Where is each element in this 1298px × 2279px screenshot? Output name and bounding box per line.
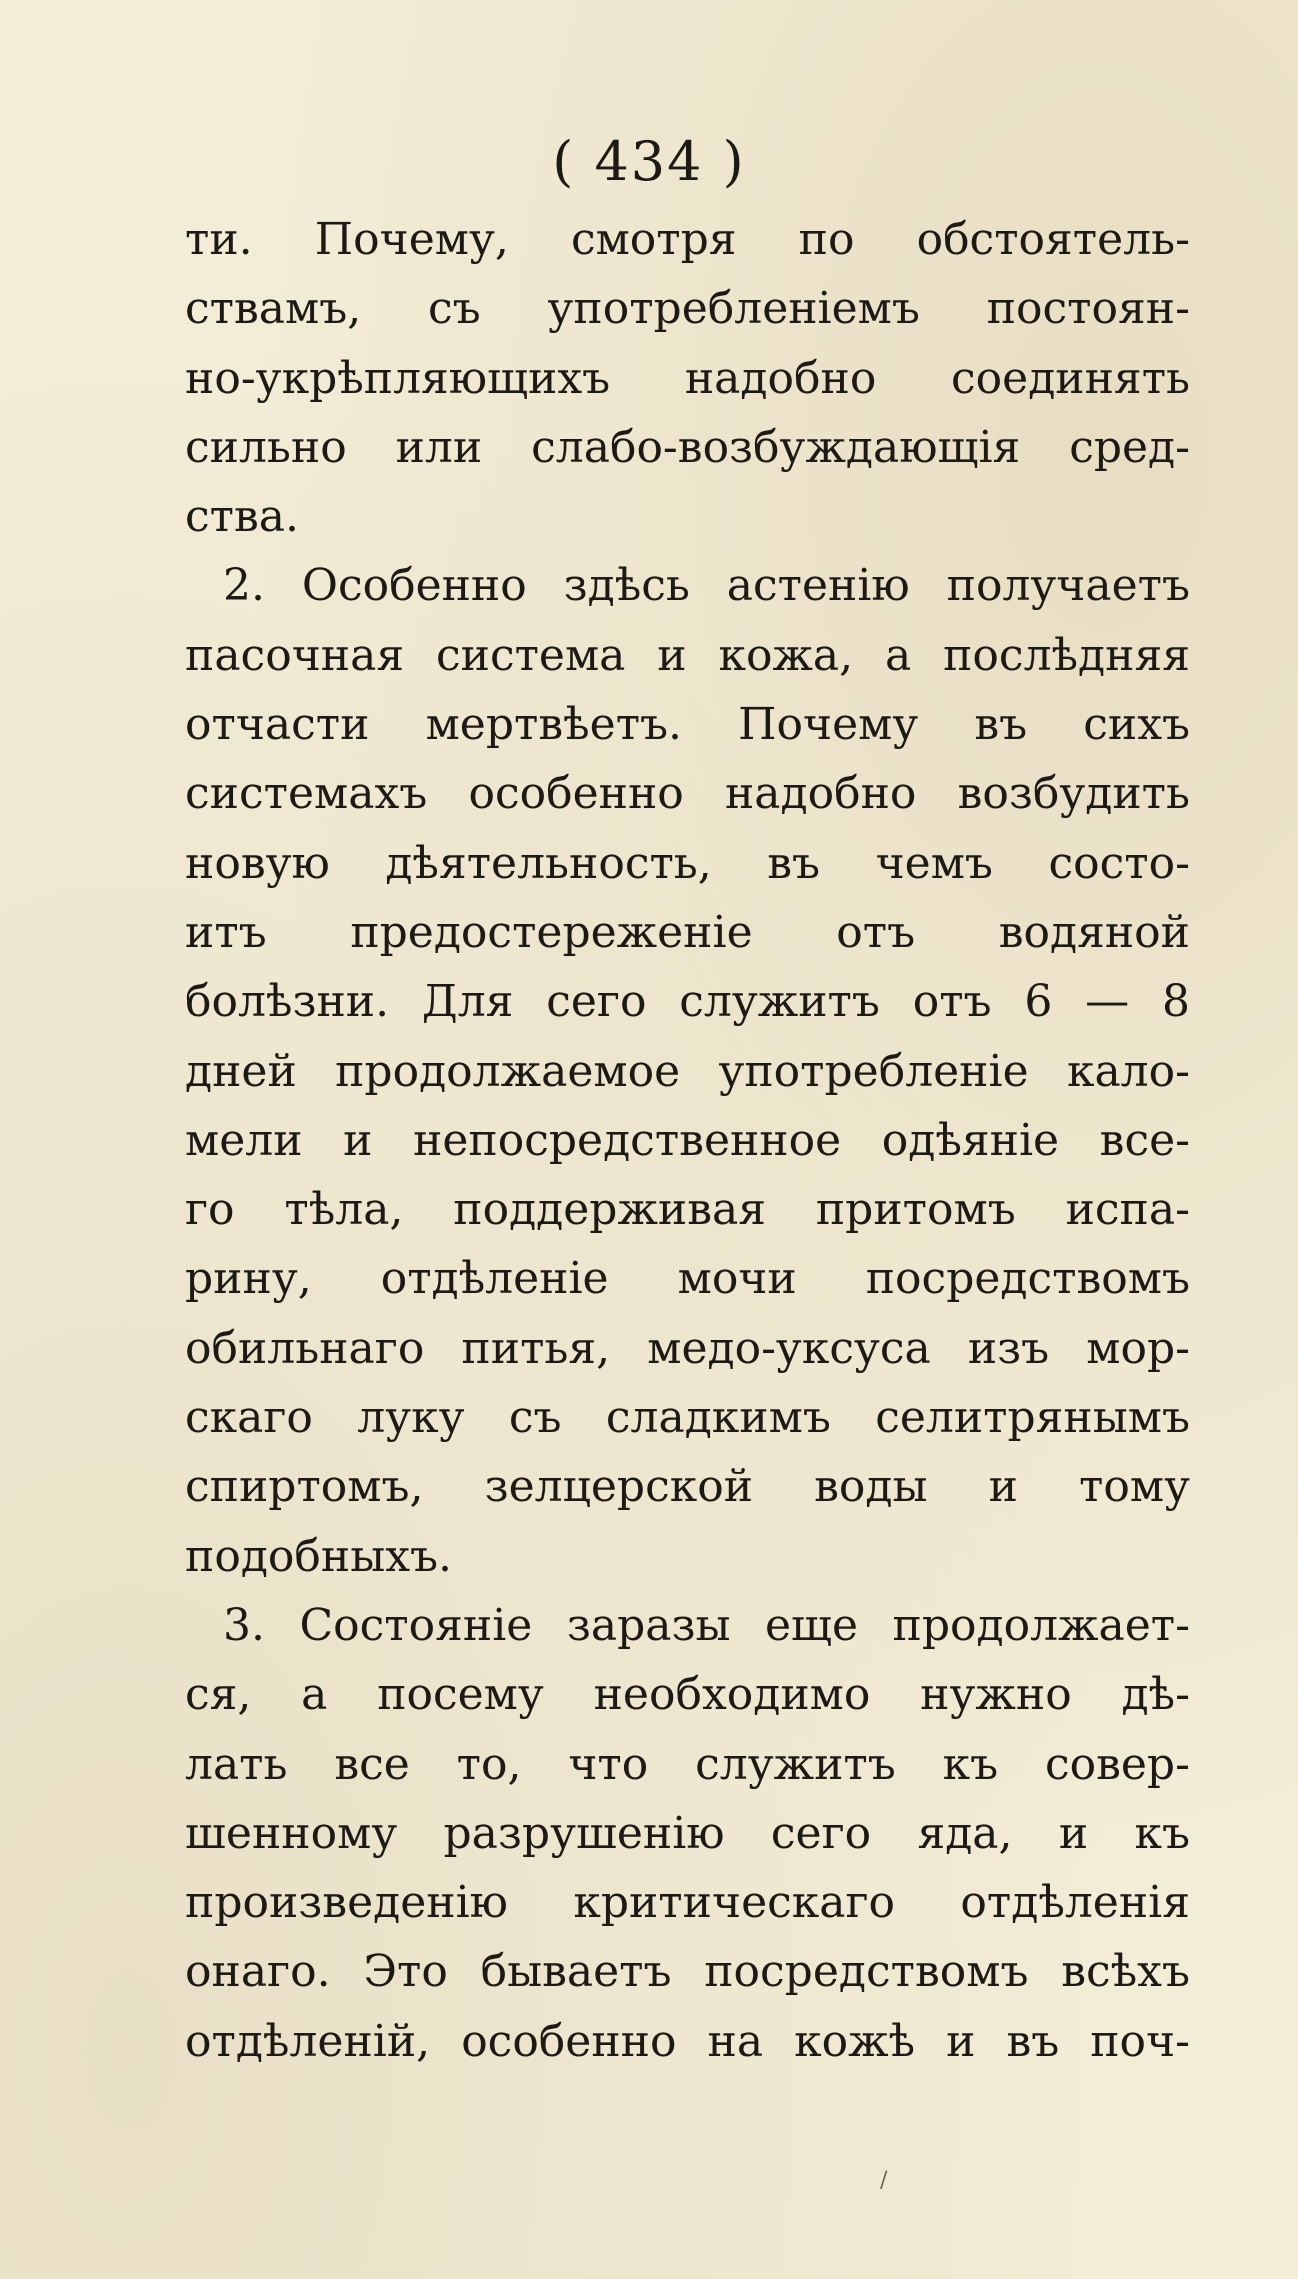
word: воды <box>814 1461 928 1513</box>
word: и <box>988 1461 1018 1513</box>
word: изъ <box>967 1322 1050 1374</box>
word: къ <box>942 1738 999 1790</box>
word: состо- <box>1048 837 1190 889</box>
word: надобно <box>724 768 917 820</box>
word: произведенію <box>185 1877 508 1929</box>
word: обильнаго <box>185 1322 425 1374</box>
word: съ <box>428 283 481 335</box>
text-line <box>185 829 1190 898</box>
text-line <box>185 551 1190 620</box>
word: подобныхъ. <box>185 1530 453 1582</box>
word: а <box>885 629 912 681</box>
word: сихъ <box>1083 699 1190 751</box>
word: — <box>1085 976 1130 1028</box>
word: 8 <box>1161 976 1190 1028</box>
word: употребленіе <box>718 1045 1029 1097</box>
text-line <box>185 274 1190 343</box>
text-line <box>185 413 1190 482</box>
word: мочи <box>677 1253 797 1305</box>
word: посредствомъ <box>865 1253 1190 1305</box>
word: сильно <box>185 421 347 473</box>
text-line <box>185 1383 1190 1452</box>
word: испа- <box>1065 1184 1190 1236</box>
word: лать <box>185 1738 288 1790</box>
text-line <box>185 1660 1190 1729</box>
word: скаго <box>185 1392 313 1444</box>
word: пасочная <box>185 629 405 681</box>
word: разрушенію <box>443 1807 725 1859</box>
word: итъ <box>185 906 267 958</box>
text-line <box>185 1037 1190 1106</box>
word: слабо-возбуждающія <box>531 421 1021 473</box>
word: Состояніе <box>299 1599 533 1651</box>
word: сего <box>546 976 647 1028</box>
word: системахъ <box>185 768 428 820</box>
word: посредствомъ <box>704 1946 1029 1998</box>
text-line <box>185 482 1190 551</box>
word: бываетъ <box>480 1946 672 1998</box>
word: водяной <box>998 906 1190 958</box>
word: особенно <box>468 768 684 820</box>
word: яда, <box>917 1807 1013 1859</box>
text-line <box>185 205 1190 274</box>
word: или <box>395 421 483 473</box>
word: по <box>798 214 855 265</box>
text-line <box>185 621 1190 690</box>
text-line <box>185 1522 1190 1591</box>
word: Это <box>363 1946 448 1998</box>
text-line <box>185 1106 1190 1175</box>
word: мор- <box>1086 1322 1190 1374</box>
word: кожѣ <box>794 2015 916 2067</box>
word: все- <box>1099 1114 1190 1166</box>
word: всѣхъ <box>1061 1946 1190 1998</box>
word: онаго. <box>185 1946 331 1998</box>
word: получаетъ <box>946 560 1190 612</box>
word: надобно <box>684 352 877 404</box>
word: на <box>707 2015 764 2067</box>
word: поч- <box>1090 2015 1190 2067</box>
word: продолжаемое <box>335 1045 681 1097</box>
word: отъ <box>836 906 916 958</box>
text-line <box>185 1452 1190 1521</box>
text-line <box>185 1591 1190 1660</box>
word: зелцерской <box>484 1461 754 1513</box>
word: тѣла, <box>284 1184 404 1236</box>
word: предостереженіе <box>350 906 753 958</box>
text-line <box>185 1175 1190 1244</box>
word: съ <box>508 1392 562 1444</box>
word: ствамъ, <box>185 283 362 335</box>
text-line <box>185 1868 1190 1937</box>
word: и <box>946 2015 976 2067</box>
stray-ink-mark: / <box>880 2168 888 2193</box>
text-line <box>185 1937 1190 2006</box>
word: поддерживая <box>453 1184 767 1236</box>
word: 3. <box>223 1599 265 1651</box>
word: посему <box>377 1669 544 1721</box>
word: заразы <box>566 1599 731 1651</box>
text-line <box>185 344 1190 413</box>
word: здѣсь <box>563 560 690 612</box>
word: тому <box>1079 1461 1190 1513</box>
word: все <box>334 1738 410 1790</box>
word: го <box>185 1184 235 1236</box>
word: сего <box>770 1807 872 1859</box>
text-line <box>185 1314 1190 1383</box>
word: мели <box>185 1114 303 1166</box>
word: отчасти <box>185 699 370 751</box>
word: 6 <box>1024 976 1053 1028</box>
word: то, <box>456 1738 522 1790</box>
text-line <box>185 967 1190 1036</box>
word: и <box>1058 1807 1089 1859</box>
word: а <box>301 1669 328 1721</box>
word: смотря <box>570 214 737 265</box>
word: притомъ <box>815 1184 1016 1236</box>
text-line <box>185 1799 1190 1868</box>
word: Почему <box>738 699 919 751</box>
word: 2. <box>223 560 265 612</box>
word: медо-уксуса <box>647 1322 931 1374</box>
word: рину, <box>185 1253 312 1305</box>
word: болѣзни. <box>185 976 390 1028</box>
word: служитъ <box>695 1738 896 1790</box>
word: ся, <box>185 1669 252 1721</box>
word: мертвѣетъ. <box>425 699 683 751</box>
word: спиртомъ, <box>185 1461 424 1513</box>
word: но-укрѣпляющихъ <box>185 352 611 404</box>
word: кало- <box>1066 1045 1190 1097</box>
word: одѣяніе <box>881 1114 1060 1166</box>
text-line <box>185 2007 1190 2076</box>
word: особенно <box>461 2015 677 2067</box>
word: совер- <box>1044 1738 1190 1790</box>
word: астенію <box>726 560 910 612</box>
text-line <box>185 1244 1190 1313</box>
word: Особенно <box>301 560 527 612</box>
word: ства. <box>185 491 299 543</box>
word: дѣятельность, <box>385 837 712 889</box>
word: въ <box>974 699 1028 751</box>
word: дѣ- <box>1121 1669 1190 1721</box>
word: чемъ <box>875 837 993 889</box>
word: сладкимъ <box>605 1392 831 1444</box>
text-line <box>185 690 1190 759</box>
word: критическаго <box>573 1877 896 1929</box>
word: система <box>435 629 626 681</box>
word: отдѣленіе <box>380 1253 609 1305</box>
word: возбудить <box>957 768 1190 820</box>
word: нужно <box>920 1669 1072 1721</box>
word: шенному <box>185 1807 398 1859</box>
word: что <box>568 1738 649 1790</box>
word: дней <box>185 1045 297 1097</box>
word: необходимо <box>593 1669 871 1721</box>
word: въ <box>767 837 821 889</box>
page-text <box>185 205 1190 2076</box>
word: отдѣленія <box>960 1877 1190 1929</box>
word: селитрянымъ <box>875 1392 1190 1444</box>
word: еще <box>765 1599 858 1651</box>
word: непосредственное <box>413 1114 842 1166</box>
word: послѣдняя <box>943 629 1190 681</box>
word: Для <box>421 976 514 1028</box>
word: Почему, <box>314 214 509 265</box>
word: ти. <box>185 214 253 265</box>
word: постоян- <box>986 283 1190 335</box>
word: кожа, <box>718 629 854 681</box>
word: отдѣленій, <box>185 2015 431 2067</box>
word: къ <box>1134 1807 1190 1859</box>
word: питья, <box>461 1322 611 1374</box>
word: продолжает- <box>892 1599 1190 1651</box>
word: въ <box>1006 2015 1060 2067</box>
word: употребленіемъ <box>547 283 920 335</box>
text-line <box>185 898 1190 967</box>
word: соединять <box>951 352 1190 404</box>
text-line <box>185 1730 1190 1799</box>
word: служитъ <box>679 976 880 1028</box>
word: луку <box>357 1392 465 1444</box>
word: и <box>657 629 687 681</box>
text-line <box>185 759 1190 828</box>
word: сред- <box>1069 421 1190 473</box>
word: новую <box>185 837 330 889</box>
word: отъ <box>912 976 992 1028</box>
page-number: ( 434 ) <box>552 130 746 193</box>
word: обстоятель- <box>916 214 1190 265</box>
word: и <box>343 1114 373 1166</box>
